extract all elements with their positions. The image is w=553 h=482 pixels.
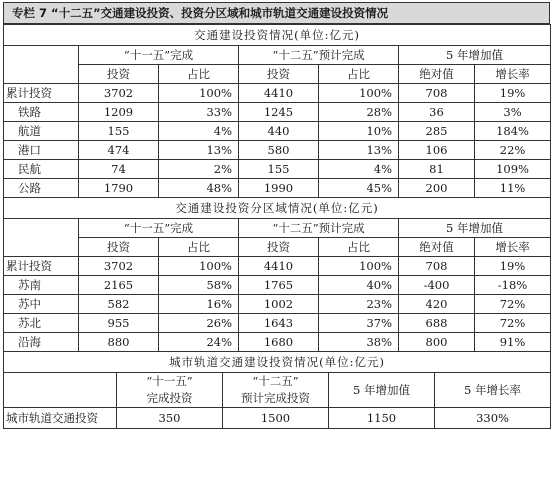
cell: 1245 [239,103,319,122]
cell: 708 [399,84,475,103]
group-header: “十一五”完成 [79,46,239,65]
cell: 11% [475,179,551,198]
row-label: 苏中 [4,295,79,314]
cell: 106 [399,141,475,160]
column-header: 投资 [239,238,319,257]
cell: 708 [399,257,475,276]
cell: 582 [79,295,159,314]
column-header: 绝对值 [399,238,475,257]
cell: 19% [475,84,551,103]
cell: 955 [79,314,159,333]
cell: 36 [399,103,475,122]
cell: 3702 [79,257,159,276]
cell: 580 [239,141,319,160]
column-header: 占比 [159,238,239,257]
table-row [4,314,551,333]
cell: 45% [319,179,399,198]
column-header: 投资 [79,65,159,84]
corner-cell [4,219,79,257]
table-row [4,141,551,160]
cell: 4% [159,122,239,141]
column-header: 投资 [79,238,159,257]
cell: 3% [475,103,551,122]
cell: 100% [319,257,399,276]
section-heading: 交通建设投资情况(单位:亿元) [4,25,551,46]
cell: 1643 [239,314,319,333]
row-label: 港口 [4,141,79,160]
column-header: 增长率 [475,65,551,84]
table-row [4,103,551,122]
column-header: “十一五” 完成投资 [117,373,223,408]
row-label: 沿海 [4,333,79,352]
row-label: 累计投资 [4,84,79,103]
table-row [4,257,551,276]
cell: 688 [399,314,475,333]
row-label: 累计投资 [4,257,79,276]
cell: 13% [159,141,239,160]
row-label: 城市轨道交通投资 [4,408,117,429]
cell: 91% [475,333,551,352]
column-header: 增长率 [475,238,551,257]
cell: 2165 [79,276,159,295]
cell: 81 [399,160,475,179]
table-row [4,276,551,295]
corner-cell [4,373,117,408]
group-header: “十一五”完成 [79,219,239,238]
cell: 19% [475,257,551,276]
cell: 58% [159,276,239,295]
cell: 1500 [223,408,329,429]
cell: 330% [435,408,551,429]
group-header: “十二五”预计完成 [239,46,399,65]
table-row [4,179,551,198]
regional-investment-table [3,198,551,352]
cell: -400 [399,276,475,295]
table-row [4,160,551,179]
group-header: “十二五”预计完成 [239,219,399,238]
cell: 100% [159,257,239,276]
cell: 474 [79,141,159,160]
cell: 24% [159,333,239,352]
group-header: 5 年增加值 [399,46,551,65]
row-label: 铁路 [4,103,79,122]
table-row [4,333,551,352]
section-heading: 交通建设投资分区域情况(单位:亿元) [4,198,551,219]
column-header: 占比 [159,65,239,84]
cell: 4% [319,160,399,179]
cell: 16% [159,295,239,314]
section-heading: 城市轨道交通建设投资情况(单位:亿元) [4,352,551,373]
cell: 1209 [79,103,159,122]
cell: 100% [319,84,399,103]
column-header: 绝对值 [399,65,475,84]
cell: 350 [117,408,223,429]
cell: 26% [159,314,239,333]
column-header: 5 年增加值 [329,373,435,408]
cell: 22% [475,141,551,160]
cell: 23% [319,295,399,314]
cell: 1002 [239,295,319,314]
cell: 285 [399,122,475,141]
cell: 880 [79,333,159,352]
column-header: 5 年增长率 [435,373,551,408]
cell: 1680 [239,333,319,352]
panel-title: 专栏 7 “十二五”交通建设投资、投资分区域和城市轨道交通建设投资情况 [3,2,550,24]
cell: 1150 [329,408,435,429]
column-header: “十二五” 预计完成投资 [223,373,329,408]
row-label: 苏南 [4,276,79,295]
group-header: 5 年增加值 [399,219,551,238]
cell: 200 [399,179,475,198]
cell: 3702 [79,84,159,103]
column-header: 占比 [319,238,399,257]
cell: 10% [319,122,399,141]
cell: 1790 [79,179,159,198]
cell: 184% [475,122,551,141]
table-row [4,122,551,141]
cell: 4410 [239,84,319,103]
cell: 155 [239,160,319,179]
cell: 800 [399,333,475,352]
cell: 2% [159,160,239,179]
cell: 4410 [239,257,319,276]
cell: 74 [79,160,159,179]
cell: 28% [319,103,399,122]
row-label: 公路 [4,179,79,198]
cell: 109% [475,160,551,179]
cell: 40% [319,276,399,295]
cell: 155 [79,122,159,141]
column-header: 占比 [319,65,399,84]
transport-investment-table [3,24,551,198]
cell: 1990 [239,179,319,198]
cell: 48% [159,179,239,198]
table-row [4,408,551,429]
cell: 72% [475,314,551,333]
urban-rail-investment-table [3,352,551,429]
cell: 420 [399,295,475,314]
row-label: 航道 [4,122,79,141]
corner-cell [4,46,79,84]
table-row [4,295,551,314]
column-header: 投资 [239,65,319,84]
table-row [4,84,551,103]
cell: 33% [159,103,239,122]
row-label: 苏北 [4,314,79,333]
cell: 72% [475,295,551,314]
cell: 100% [159,84,239,103]
cell: 13% [319,141,399,160]
cell: 38% [319,333,399,352]
cell: 440 [239,122,319,141]
document-panel [3,2,550,429]
row-label: 民航 [4,160,79,179]
cell: 37% [319,314,399,333]
cell: -18% [475,276,551,295]
cell: 1765 [239,276,319,295]
